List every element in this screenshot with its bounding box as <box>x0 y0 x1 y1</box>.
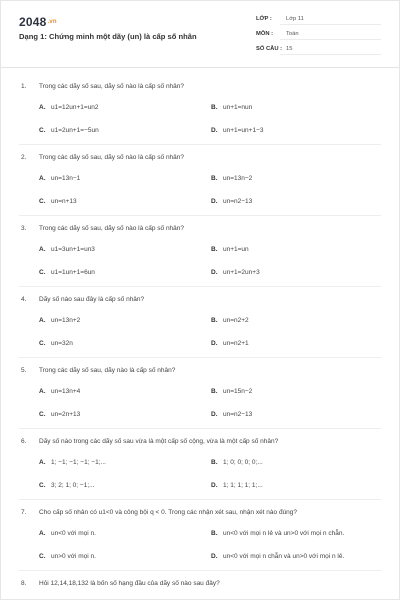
option-letter: D. <box>211 198 218 205</box>
option-letter: D. <box>211 340 218 347</box>
option-text: un+1=2un+3 <box>223 269 260 276</box>
question-divider <box>19 499 381 500</box>
option-letter: A. <box>39 388 46 395</box>
question-number: 2. <box>21 154 27 161</box>
option-text: u1=2un+1=−5un <box>51 127 99 134</box>
option-letter: B. <box>211 530 218 537</box>
question-text: Trong các dãy số sau, dãy số nào là cấp số nhân? <box>39 154 185 161</box>
question-text: Trong các dãy số sau, dãy số nào là cấp số nhân? <box>39 225 185 232</box>
option-letter: C. <box>39 269 46 276</box>
option-letter: C. <box>39 411 46 418</box>
answer-option[interactable] <box>211 459 263 466</box>
question-text: Trong các dãy số sau, dãy số nào là cấp số nhân? <box>39 83 185 90</box>
worksheet-header <box>1 1 400 71</box>
meta-class: LỚP : Lớp 11 <box>256 13 381 25</box>
option-letter: B. <box>211 175 218 182</box>
answer-option[interactable] <box>211 317 249 324</box>
option-text: u1=1un+1=6un <box>51 269 95 276</box>
option-text: un=n2+2 <box>223 317 249 324</box>
answer-option[interactable] <box>39 530 96 537</box>
answer-option[interactable] <box>39 482 95 489</box>
question-number: 4. <box>21 296 27 303</box>
option-letter: D. <box>211 269 218 276</box>
answer-option[interactable] <box>211 104 252 111</box>
question-number: 5. <box>21 367 27 374</box>
option-letter: D. <box>211 127 218 134</box>
answer-option[interactable] <box>39 175 80 182</box>
option-letter: B. <box>211 104 218 111</box>
option-text: un=n+13 <box>51 198 77 205</box>
option-letter: B. <box>211 246 218 253</box>
answer-option[interactable] <box>39 198 77 205</box>
answer-option[interactable] <box>39 459 106 466</box>
option-letter: A. <box>39 317 46 324</box>
question-text: Dãy số nào trong các dãy số sau vừa là một cấp số cộng, vừa là một cấp số nhân? <box>39 438 279 445</box>
option-text: u1=3un+1=un3 <box>51 246 95 253</box>
option-letter: B. <box>211 459 218 466</box>
answer-option[interactable] <box>211 269 260 276</box>
answer-option[interactable] <box>39 388 80 395</box>
option-letter: A. <box>39 104 46 111</box>
answer-option[interactable] <box>39 104 99 111</box>
question-divider <box>19 428 381 429</box>
option-text: un=13n−2 <box>223 175 253 182</box>
option-letter: C. <box>39 553 46 560</box>
option-text: un=13n+2 <box>51 317 81 324</box>
answer-option[interactable] <box>211 388 252 395</box>
option-text: un>0 với mọi n. <box>51 553 96 560</box>
question-number: 8. <box>21 580 27 587</box>
option-text: un=n2−13 <box>223 411 253 418</box>
option-letter: A. <box>39 246 46 253</box>
option-text: u1=12un+1=un2 <box>51 104 99 111</box>
question-divider <box>19 215 381 216</box>
question-number: 6. <box>21 438 27 445</box>
option-letter: D. <box>211 553 218 560</box>
option-text: 1; 1; 1; 1; 1;... <box>223 482 263 489</box>
option-letter: B. <box>211 317 218 324</box>
question-text: Trong các dãy số sau, dãy nào là cấp số nhân? <box>39 367 176 374</box>
option-text: un=13n+4 <box>51 388 81 395</box>
answer-option[interactable] <box>39 340 73 347</box>
option-letter: A. <box>39 459 46 466</box>
option-text: 1; −1; −1; −1; −1;... <box>51 459 106 466</box>
answer-option[interactable] <box>211 411 252 418</box>
question-text: Cho cấp số nhân có u1<0 và công bội q < 0. Trong các nhận xét sau, nhận xét nào đúng? <box>39 509 298 516</box>
option-text: un=n2−13 <box>223 198 253 205</box>
option-text: 1; 0; 0; 0; 0;... <box>223 459 263 466</box>
answer-option[interactable] <box>211 198 252 205</box>
answer-option[interactable] <box>39 317 80 324</box>
option-letter: C. <box>39 198 46 205</box>
answer-option[interactable] <box>211 340 249 347</box>
answer-option[interactable] <box>39 127 99 134</box>
answer-option[interactable] <box>211 127 264 134</box>
answer-option[interactable] <box>211 553 344 560</box>
meta-subject: MÔN : Toán <box>256 28 381 40</box>
header-divider <box>1 67 399 68</box>
question-divider <box>19 357 381 358</box>
worksheet-title: Dạng 1: Chứng minh một dãy (un) là cấp số nhân <box>19 32 197 41</box>
question-number: 3. <box>21 225 27 232</box>
question-divider <box>19 144 381 145</box>
answer-option[interactable] <box>211 175 252 182</box>
option-text: un=13n−1 <box>51 175 81 182</box>
option-text: un+1=nun <box>223 104 253 111</box>
option-text: un<0 với mọi n. <box>51 530 96 537</box>
option-text: un=32n <box>51 340 73 347</box>
answer-option[interactable] <box>39 246 95 253</box>
meta-question-count: SỐ CÂU : 15 <box>256 43 381 55</box>
site-logo[interactable]: $2048^{.vn}$ <box>19 15 57 29</box>
option-text: un<0 với mọi n chẵn và un>0 với mọi n lẻ. <box>223 553 345 560</box>
question-number: 7. <box>21 509 27 516</box>
question-number: 1. <box>21 83 27 90</box>
option-letter: C. <box>39 340 46 347</box>
option-letter: A. <box>39 175 46 182</box>
question-text: Dãy số nào sau đây là cấp số nhân? <box>39 296 145 303</box>
option-letter: D. <box>211 411 218 418</box>
question-text: Hỏi 12,14,18,132 là bốn số hạng đầu của dãy số nào sau đây? <box>39 580 220 587</box>
answer-option[interactable] <box>211 530 344 537</box>
option-text: un+1=un <box>223 246 249 253</box>
option-letter: C. <box>39 482 46 489</box>
answer-option[interactable] <box>211 246 249 253</box>
option-letter: A. <box>39 530 46 537</box>
answer-option[interactable] <box>39 553 96 560</box>
option-text: un+1=un+1−3 <box>223 127 264 134</box>
answer-option[interactable] <box>39 269 95 276</box>
option-letter: C. <box>39 127 46 134</box>
option-text: un=15n−2 <box>223 388 253 395</box>
answer-option[interactable] <box>39 411 80 418</box>
option-text: un=n2+1 <box>223 340 249 347</box>
question-divider <box>19 570 381 571</box>
option-text: un=2n+13 <box>51 411 81 418</box>
option-letter: B. <box>211 388 218 395</box>
option-text: un<0 với mọi n lẻ và un>0 với mọi n chẵn. <box>223 530 345 537</box>
option-letter: D. <box>211 482 218 489</box>
option-text: 3; 2; 1; 0; −1;... <box>51 482 95 489</box>
answer-option[interactable] <box>211 482 263 489</box>
question-divider <box>19 286 381 287</box>
